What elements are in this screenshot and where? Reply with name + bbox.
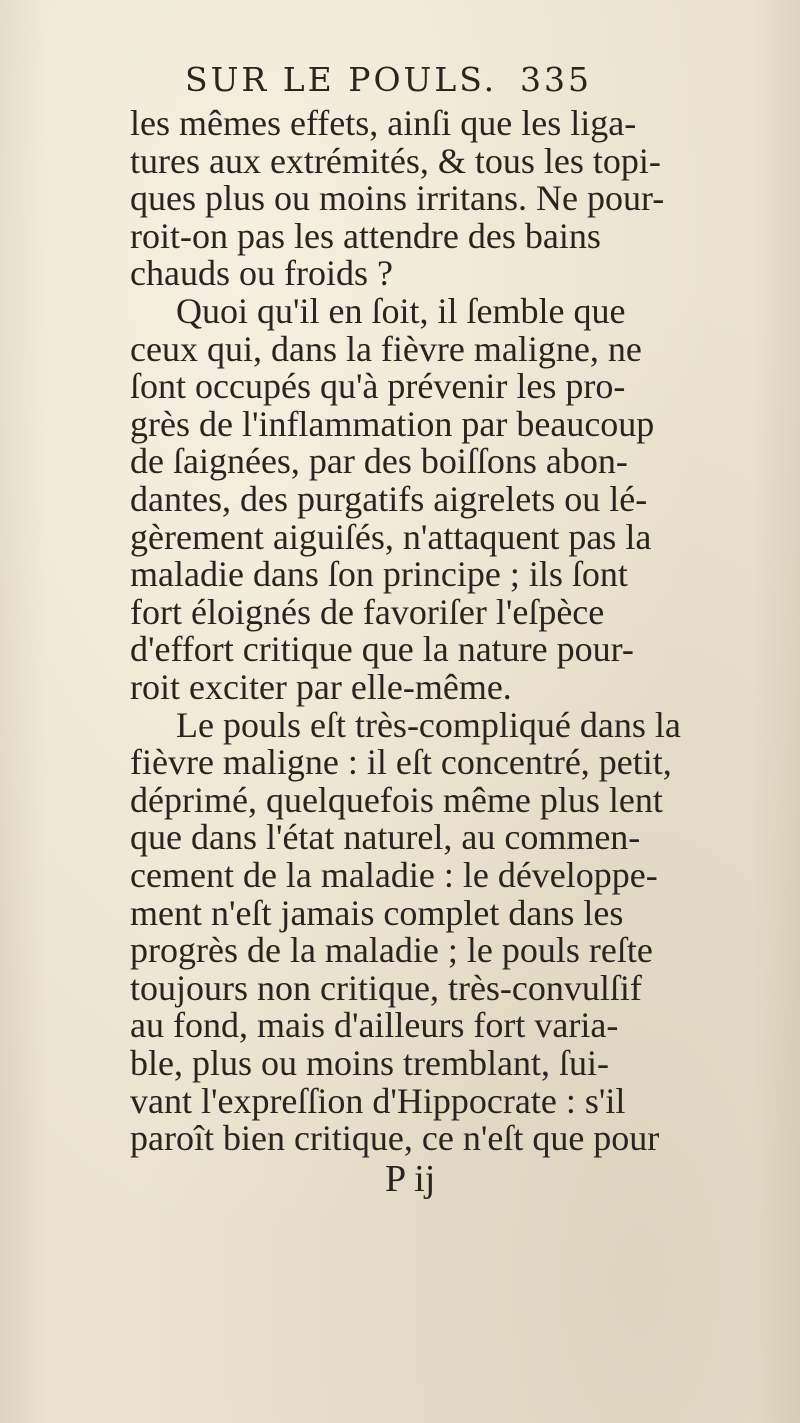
text-line: ſont occupés qu'à prévenir les pro- xyxy=(130,366,626,407)
text-line: gèrement aiguiſés, n'attaquent pas la xyxy=(130,516,652,557)
text-line: ment n'eſt jamais complet dans les xyxy=(130,892,624,933)
text-line: maladie dans ſon principe ; ils ſont xyxy=(130,554,628,595)
text-line: au fond, mais d'ailleurs fort varia- xyxy=(130,1005,619,1046)
text-line: déprimé, quelquefois même plus lent xyxy=(130,779,663,820)
text-line: Le pouls eſt très-compliqué dans la xyxy=(176,704,681,745)
text-line: dantes, des purgatifs aigrelets ou lé- xyxy=(130,479,648,519)
text-line: paroît bien critique, ce n'eſt que pour xyxy=(130,1118,660,1159)
text-line: d'effort critique que la nature pour- xyxy=(130,629,634,670)
text-line: ceux qui, dans la fièvre maligne, ne xyxy=(130,328,642,369)
text-line: toujours non critique, très-convulſif xyxy=(130,967,642,1008)
text-line: roit exciter par elle-même. xyxy=(130,667,512,707)
text-line: fièvre maligne : il eſt concentré, petit, xyxy=(130,742,672,783)
text-line: de ſaignées, par des boiſſons abon- xyxy=(130,441,628,482)
text-line: Quoi qu'il en ſoit, il ſemble que xyxy=(176,291,626,331)
text-line: grès de l'inflammation par beaucoup xyxy=(130,403,655,444)
text-line: les mêmes effets, ainſi que les liga- xyxy=(130,103,637,143)
text-line: fort éloignés de favoriſer l'eſpèce xyxy=(130,591,605,632)
page-number: 335 xyxy=(520,60,592,99)
text-line: cement de la maladie : le développe- xyxy=(130,855,658,895)
text-line: que dans l'état naturel, au commen- xyxy=(130,817,641,858)
page-header xyxy=(185,60,605,99)
text-line: vant l'expreſſion d'Hippocrate : s'il xyxy=(130,1080,626,1121)
text-line: roit-on pas les attendre des bains xyxy=(130,215,601,256)
text-line: chauds ou froids ? xyxy=(130,253,393,294)
text-line: ques plus ou moins irritans. Ne pour- xyxy=(130,178,665,219)
text-line: progrès de la maladie ; le pouls reſte xyxy=(130,930,653,971)
running-title: SUR LE POULS. xyxy=(185,60,498,99)
text-line: tures aux extrémités, & tous les topi- xyxy=(130,140,661,181)
signature-mark: P ij xyxy=(385,1157,436,1200)
text-line: ble, plus ou moins tremblant, ſui- xyxy=(130,1043,609,1083)
